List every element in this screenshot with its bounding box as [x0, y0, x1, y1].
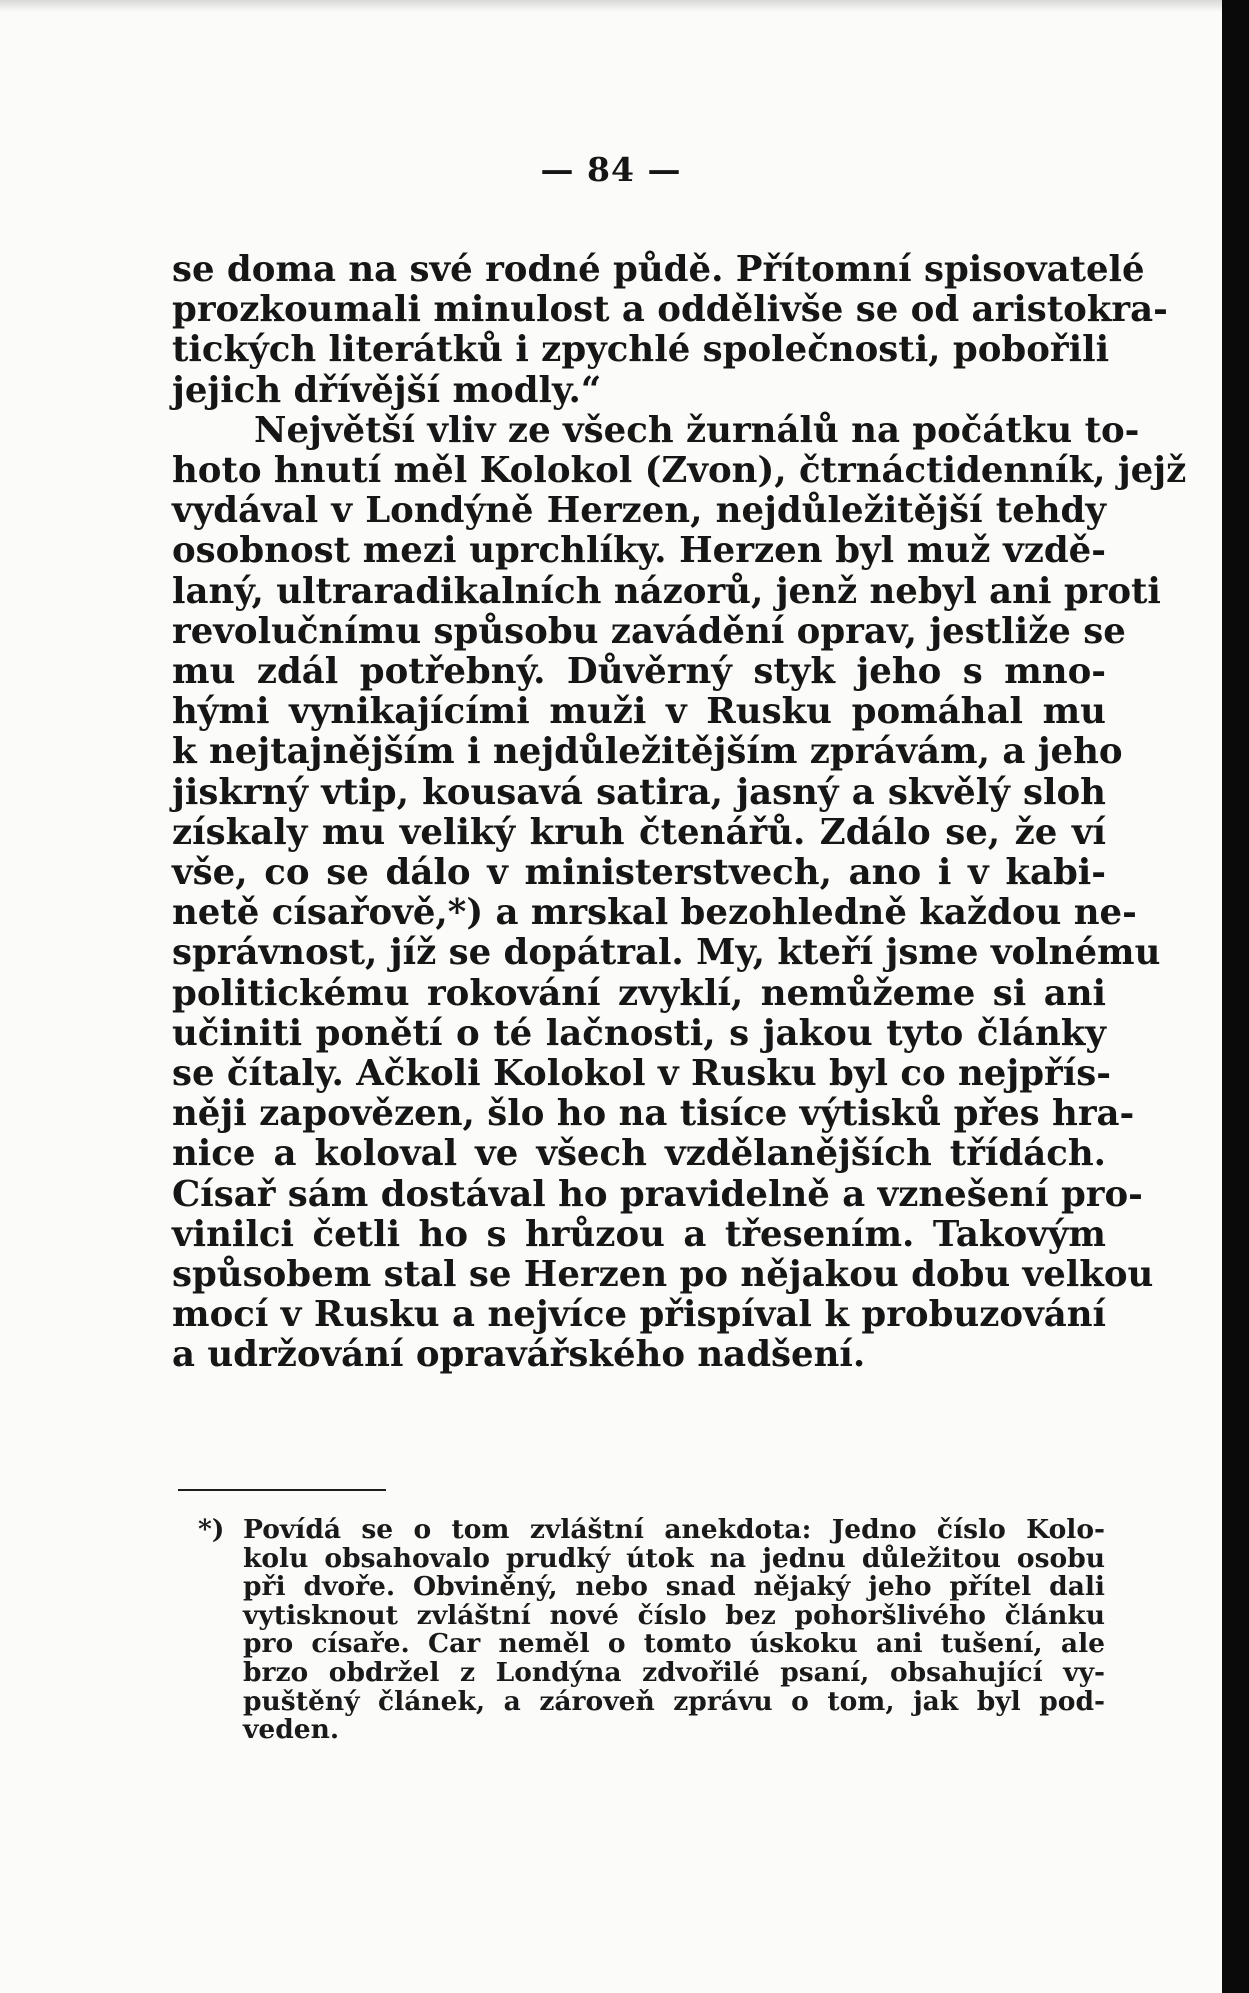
text-line: jiskrný vtip, kousavá satira, jasný a skvělý sloh	[172, 771, 1106, 813]
text-line: politickému rokování zvyklí, nemůžeme si ani	[172, 972, 1106, 1014]
text-line: získaly mu veliký kruh čtenářů. Zdálo se, že ví	[172, 811, 1106, 853]
text-line: netě císařově,*) a mrskal bezohledně každou ne-	[172, 892, 1137, 934]
page-number: — 84 —	[540, 150, 682, 189]
footnote-line: veden.	[243, 1714, 340, 1746]
text-line: tických literátků i zpychlé společnosti, pobořili	[172, 329, 1110, 371]
footnote-line: Povídá se o tom zvláštní anekdota: Jedno číslo Kolo-	[243, 1514, 1105, 1545]
text-line: a udržování opravářského nadšení.	[172, 1334, 866, 1376]
text-line: laný, ultraradikalních názorů, jenž nebyl ani proti	[172, 570, 1161, 612]
footnote-marker: *)	[198, 1514, 225, 1545]
text-line: něji zapovězen, šlo ho na tisíce výtisků přes hra-	[172, 1093, 1135, 1135]
text-line: revolučnímu spůsobu zavádění oprav, jestliže se	[172, 610, 1126, 652]
footnote-line: kolu obsahovalo prudký útok na jednu důležitou osobu	[243, 1542, 1105, 1574]
scan-edge	[0, 0, 1222, 12]
text-line: se doma na své rodné půdě. Přítomní spisovatelé	[172, 249, 1145, 290]
text-line: mu zdál potřebný. Důvěrný styk jeho s mno-	[172, 651, 1106, 693]
footnote	[198, 1514, 1105, 1746]
text-line: prozkoumali minulost a oddělivše se od aristokra-	[172, 289, 1168, 331]
text-line: se čítaly. Ačkoli Kolokol v Rusku byl co nejpřís-	[172, 1053, 1111, 1095]
text-line: hoto hnutí měl Kolokol (Zvon), čtrnáctidenník, jejž	[172, 450, 1187, 492]
main-text	[172, 249, 1187, 1376]
footnote-line: pro císaře. Car neměl o tomto úskoku ani tušení, ale	[243, 1628, 1105, 1660]
text-line: vydával v Londýně Herzen, nejdůležitější tehdy	[172, 490, 1106, 532]
text-line: nice a koloval ve všech vzdělanějších třídách.	[172, 1133, 1106, 1175]
footnote-divider	[178, 1489, 386, 1491]
text-line: hými vynikajícími muži v Rusku pomáhal mu	[172, 691, 1106, 733]
text-line: Císař sám dostával ho pravidelně a vznešení pro-	[172, 1173, 1143, 1215]
footnote-line: brzo obdržel z Londýna zdvořilé psaní, obsahující vy-	[243, 1656, 1105, 1688]
text-line: vinilci četli ho s hrůzou a třesením. Takovým	[172, 1213, 1106, 1255]
text-line: vše, co se dálo v ministerstvech, ano i v kabi-	[172, 852, 1106, 894]
text-line: učiniti ponětí o té lačnosti, s jakou tyto články	[172, 1012, 1106, 1054]
text-line: správnost, jíž se dopátral. My, kteří jsme volnému	[172, 932, 1161, 974]
text-line: osobnost mezi uprchlíky. Herzen byl muž vzdě-	[172, 530, 1106, 572]
scan-border	[1222, 0, 1249, 1993]
footnote-line: při dvoře. Obviněný, nebo snad nějaký jeho přítel dali	[243, 1571, 1105, 1603]
paragraph-start-line: Největší vliv ze všech žurnálů na počátku to-	[254, 409, 1140, 451]
footnote-line: puštěný článek, a zároveň zprávu o tom, jak byl pod-	[243, 1685, 1105, 1717]
text-line: k nejtajnějším i nejdůležitějším zprávám, a jeho	[172, 731, 1123, 773]
text-line: mocí v Rusku a nejvíce přispíval k probuzování	[172, 1294, 1106, 1336]
text-line: jejich dřívější modly.“	[172, 369, 602, 411]
footnote-line: vytisknout zvláštní nové číslo bez pohoršlivého článku	[243, 1599, 1105, 1631]
text-line: spůsobem stal se Herzen po nějakou dobu velkou	[172, 1254, 1154, 1296]
